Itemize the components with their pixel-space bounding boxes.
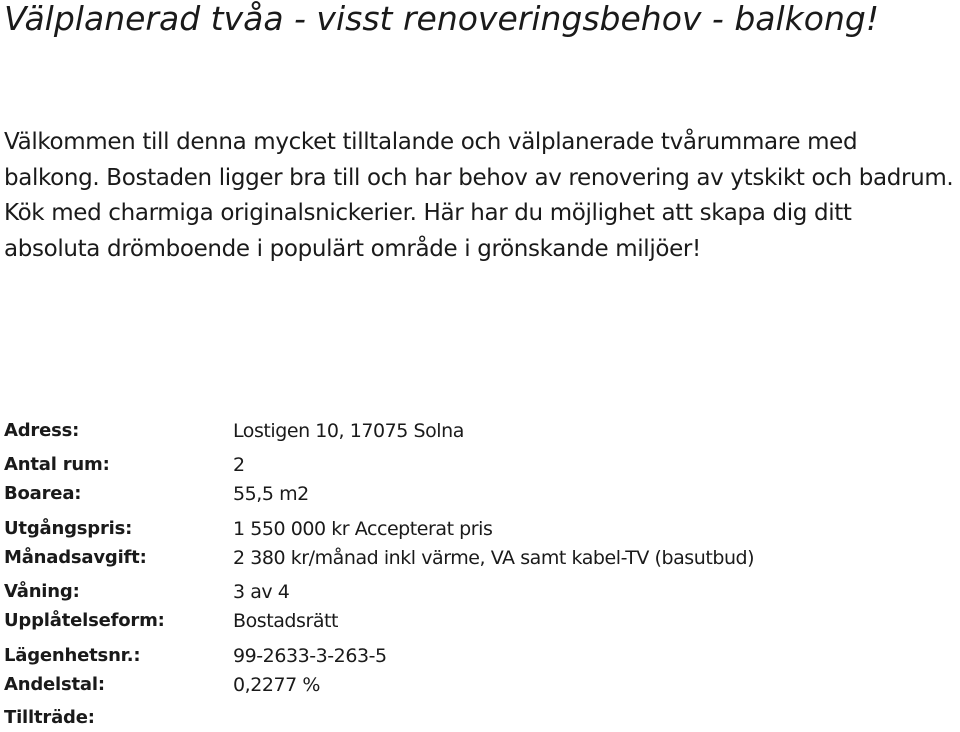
fact-apartment-number [4,643,954,669]
fact-share [4,672,954,698]
fact-access [4,705,954,731]
fact-value: Bostadsrätt [233,610,339,632]
listing-title: Välplanerad tvåa - visst renoveringsbehov - balkong! [4,0,880,38]
fact-value: Lostigen 10, 17075 Solna [233,420,464,442]
fact-value: 2 380 kr/månad inkl värme, VA samt kabel-TV (basutbud) [233,547,755,569]
fact-value: 55,5 m2 [233,483,309,505]
listing-description: Välkommen till denna mycket tilltalande och välplanerade tvårummare med balkong. Bostaden ligger bra till och har behov av renovering av ytskikt och badrum. Kök med charmiga originalsnickerier. Här har du möjlighet att skapa dig ditt absoluta drömboende i populärt område i grönskande miljöer! [4,129,954,262]
fact-floor [4,579,954,605]
fact-label: Utgångspris: [4,518,133,539]
fact-value: 0,2277 % [233,674,320,696]
fact-label: Månadsavgift: [4,547,147,568]
fact-rooms [4,452,954,478]
fact-price [4,516,954,542]
fact-label: Våning: [4,581,80,602]
fact-value: 99-2633-3-263-5 [233,645,387,667]
fact-value: 1 550 000 kr Accepterat pris [233,518,493,540]
fact-label: Antal rum: [4,454,110,475]
fact-label: Tillträde: [4,707,95,728]
fact-living-area [4,481,954,507]
fact-address [4,418,954,444]
fact-label: Boarea: [4,483,82,504]
fact-label: Andelstal: [4,674,105,695]
fact-value: 2 [233,454,245,476]
fact-value: 3 av 4 [233,581,290,603]
fact-label: Lägenhetsnr.: [4,645,141,666]
fact-tenure [4,608,954,634]
fact-monthly-fee [4,545,954,571]
fact-label: Adress: [4,420,80,441]
fact-label: Upplåtelseform: [4,610,165,631]
